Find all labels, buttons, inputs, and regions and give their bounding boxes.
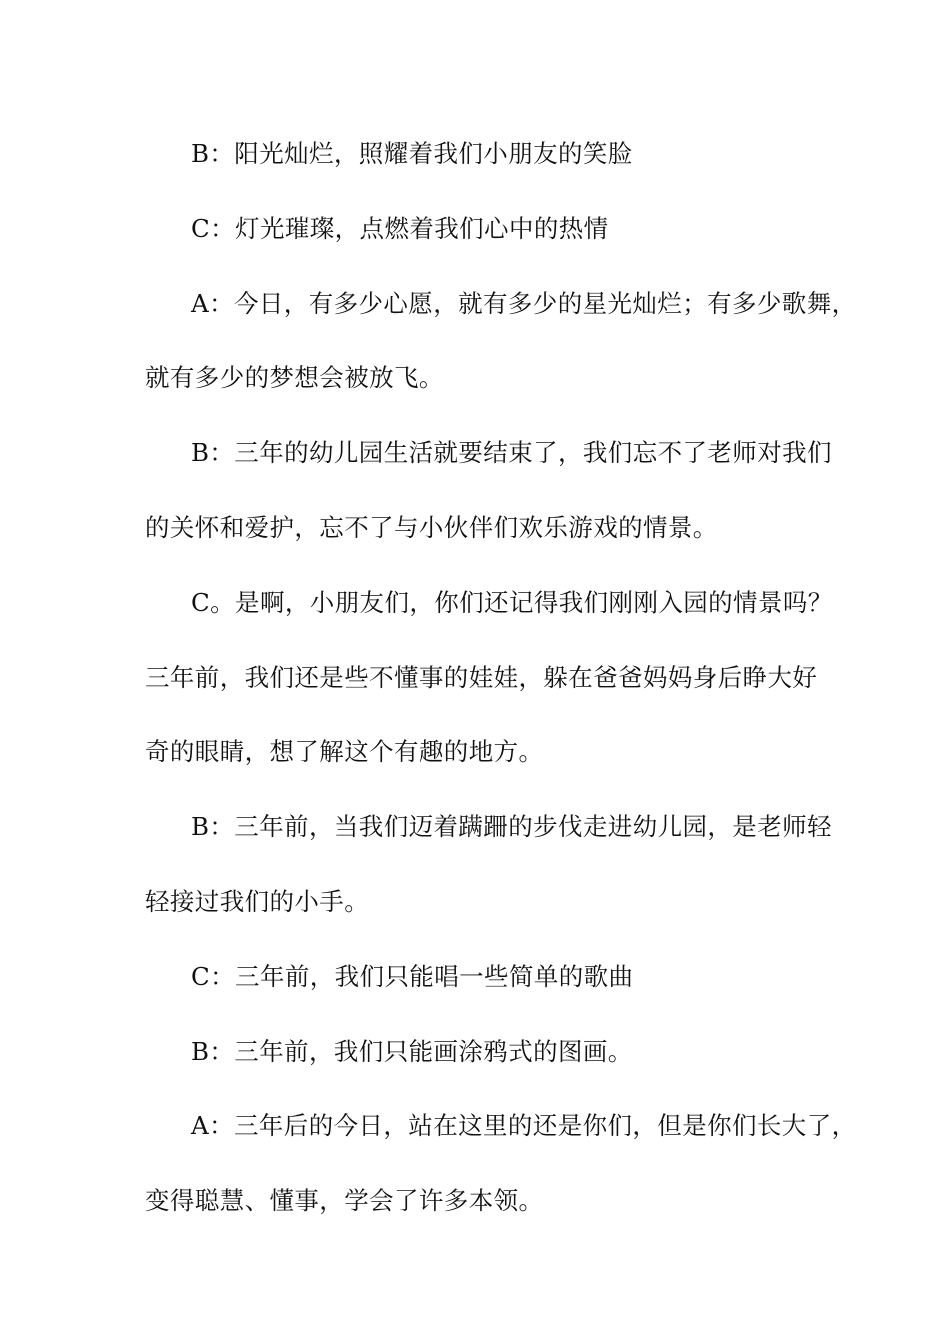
text-line-8: 三年前，我们还是些不懂事的娃娃，躲在爸爸妈妈身后睁大好: [145, 662, 818, 692]
text-line-5: B：三年的幼儿园生活就要结束了，我们忘不了老师对我们: [191, 438, 832, 468]
text-line-10: B：三年前，当我们迈着蹒跚的步伐走进幼儿园，是老师轻: [191, 812, 832, 842]
text-line-9: 奇的眼睛，想了解这个有趣的地方。: [145, 737, 544, 767]
text-line-4: 就有多少的梦想会被放飞。: [145, 363, 444, 393]
text-line-7: C。是啊，小朋友们，你们还记得我们刚刚入园的情景吗？: [191, 587, 833, 617]
text-line-12: C：三年前，我们只能唱一些简单的歌曲: [191, 961, 634, 991]
text-line-6: 的关怀和爱护，忘不了与小伙伴们欢乐游戏的情景。: [145, 512, 718, 542]
text-line-3: A：今日，有多少心愿，就有多少的星光灿烂；有多少歌舞，: [191, 288, 857, 318]
text-line-1: B：阳光灿烂，照耀着我们小朋友的笑脸: [191, 139, 633, 168]
text-line-14: A：三年后的今日，站在这里的还是你们，但是你们长大了，: [191, 1111, 857, 1141]
text-line-13: B：三年前，我们只能画涂鸦式的图画。: [191, 1036, 633, 1066]
text-line-2: C：灯光璀璨，点燃着我们心中的热情: [191, 213, 609, 243]
text-line-11: 轻接过我们的小手。: [145, 886, 370, 916]
text-line-15: 变得聪慧、懂事，学会了许多本领。: [145, 1186, 544, 1216]
document-body: [145, 126, 857, 1248]
